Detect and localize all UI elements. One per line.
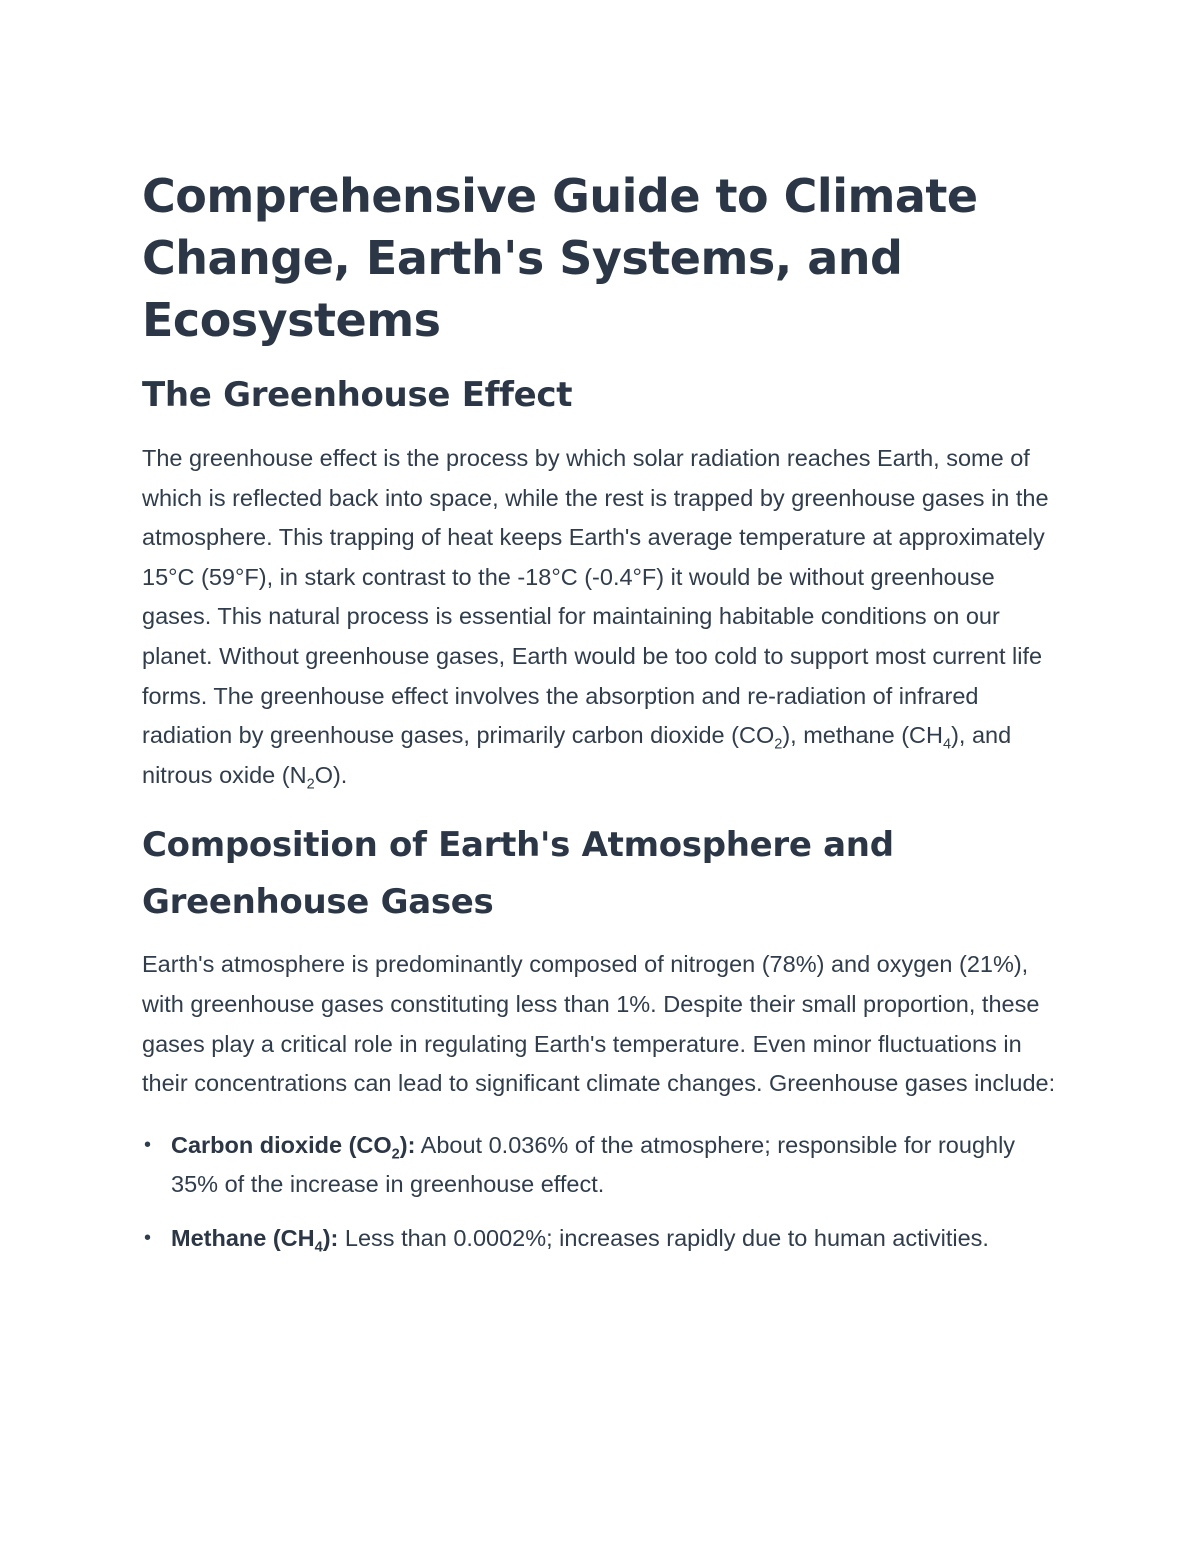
greenhouse-body-mid2: ), and nitrous oxide (N [142, 722, 1012, 788]
list-item [142, 1126, 1057, 1205]
greenhouse-body-mid1: ), methane (CH [782, 722, 943, 749]
greenhouse-body-text: The greenhouse effect is the process by which solar radiation reaches Earth, some of which is reflected back into space, while the rest is trapped by greenhouse gases in the atmosphere. This trapping of heat keeps Earth's average temperature at approximately 15°C (59°F), in stark contrast to the -18°C (-0.4°F) it would be without greenhouse gases. This natural process is essential for maintaining habitable conditions on our planet. Without greenhouse gases, Earth would be too cold to support most current life forms. The greenhouse effect involves the absorption and re-radiation of infrared radiation by greenhouse gases, primarily carbon dioxide (CO [142, 445, 1049, 749]
greenhouse-gas-list [142, 1126, 1057, 1259]
document-page [142, 165, 1057, 1273]
co2-subscript: 2 [774, 736, 783, 753]
n2o-subscript: 2 [306, 776, 315, 793]
list-item-text: About 0.036% of the atmosphere; responsible for roughly 35% of the increase in greenhouse effect. [171, 1131, 1016, 1198]
list-item-term: Carbon dioxide $(CO_2)$: [171, 1131, 416, 1163]
list-item-text: Less than 0.0002%; increases rapidly due to human activities. [338, 1224, 989, 1251]
section-heading-atmosphere-composition: Composition of Earth's Atmosphere and Greenhouse Gases [142, 825, 894, 923]
bullet-icon: • [144, 1226, 152, 1249]
atmosphere-composition-paragraph: Earth's atmosphere is predominantly composed of nitrogen (78%) and oxygen (21%), with greenhouse gases constituting less than 1%. Despite their small proportion, these gases play a critical role in regulating Earth's temperature. Even minor fluctuations in their concentrations can lead to significant climate changes. Greenhouse gases include: [142, 951, 1056, 1097]
greenhouse-effect-paragraph [142, 439, 1057, 795]
greenhouse-body-end: O). [314, 761, 348, 788]
section-heading-greenhouse-effect: The Greenhouse Effect [142, 375, 573, 415]
list-item [142, 1219, 1057, 1259]
document-title: Comprehensive Guide to Climate Change, Earth's Systems, and Ecosystems [142, 169, 978, 347]
list-item-term: Methane $(CH_4)$: [171, 1224, 339, 1256]
bullet-icon: • [144, 1133, 152, 1156]
ch4-subscript: 4 [942, 736, 952, 753]
